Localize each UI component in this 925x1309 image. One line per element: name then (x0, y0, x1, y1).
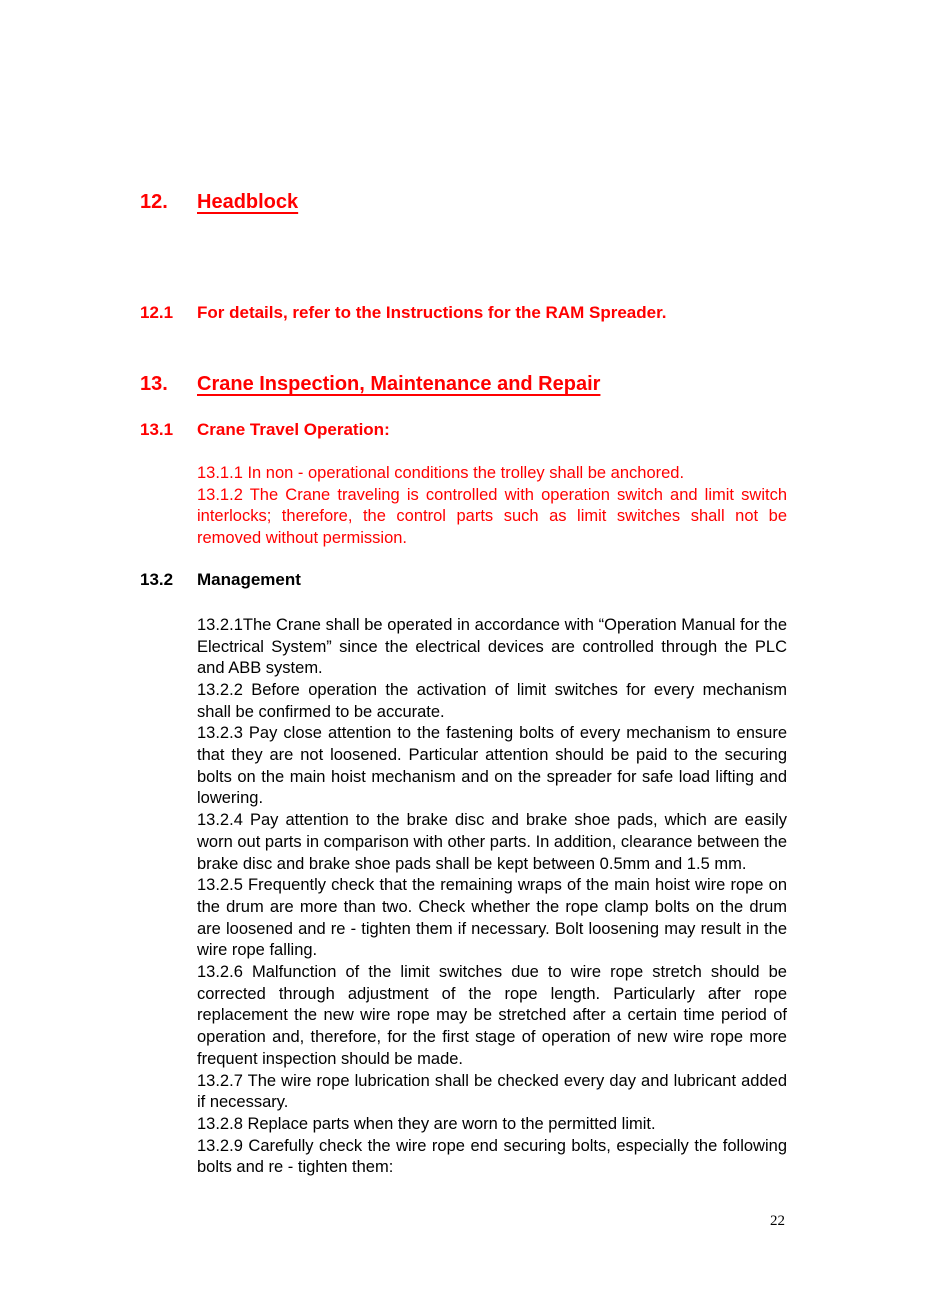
section-12-heading (140, 192, 787, 213)
subsection-13-1-heading (140, 421, 787, 439)
subsection-13-2-title: Management (197, 569, 301, 589)
subsection-12-1-number: 12.1 (140, 303, 174, 322)
subsection-13-2-paragraphs (197, 615, 787, 1179)
paragraph-13-2-7: 13.2.7 The wire rope lubrication shall be checked every day and lubricant added if necessary. (197, 1071, 787, 1112)
paragraph-13-2-9: 13.2.9 Carefully check the wire rope end securing bolts, especially the following bolts and re - tighten them: (197, 1136, 787, 1177)
page-number: 22 (770, 1213, 785, 1229)
subsection-13-2-heading (140, 571, 787, 589)
paragraph-13-2-8: 13.2.8 Replace parts when they are worn to the permitted limit. (197, 1114, 656, 1133)
section-13-number: 13. (140, 373, 168, 395)
section-13-title: Crane Inspection, Maintenance and Repair (197, 373, 601, 395)
subsection-13-1-paragraphs (197, 463, 787, 550)
subsection-13-1-number: 13.1 (140, 420, 174, 439)
paragraph-13-2-4: 13.2.4 Pay attention to the brake disc and brake shoe pads, which are easily worn out parts in comparison with other parts. In addition, clearance between the brake disc and brake shoe pads shall be kept between 0.5mm and 1.5 mm. (197, 811, 787, 873)
section-12-title: Headblock (197, 191, 299, 213)
subsection-12-1-title: For details, refer to the Instructions for the RAM Spreader. (197, 303, 667, 322)
subsection-12-1-heading (140, 304, 787, 322)
section-12-number: 12. (140, 191, 168, 213)
paragraph-13-1-1: 13.1.1 In non - operational conditions the trolley shall be anchored. (197, 464, 685, 482)
section-13-heading (140, 374, 787, 395)
subsection-13-2-number: 13.2 (140, 569, 174, 589)
paragraph-13-2-5: 13.2.5 Frequently check that the remaining wraps of the main hoist wire rope on the drum are more than two. Check whether the rope clamp bolts on the drum are loosened and re - tighten them if necessary. Bolt loosening may result in the wire rope falling. (197, 876, 787, 960)
paragraph-13-2-1: 13.2.1The Crane shall be operated in accordance with “Operation Manual for the Electrical System” since the electrical devices are controlled through the PLC and ABB system. (197, 615, 787, 678)
paragraph-13-1-2: 13.1.2 The Crane traveling is controlled with operation switch and limit switch interlocks; therefore, the control parts such as limit switches shall not be removed without permission. (197, 485, 787, 548)
subsection-13-1-title: Crane Travel Operation: (197, 420, 390, 439)
paragraph-13-2-2: 13.2.2 Before operation the activation of limit switches for every mechanism shall be confirmed to be accurate. (197, 680, 787, 721)
paragraph-13-2-3: 13.2.3 Pay close attention to the fastening bolts of every mechanism to ensure that they are not loosened. Particular attention should be paid to the securing bolts on the main hoist mechanism and on the spreader for safe load lifting and lowering. (197, 724, 787, 808)
paragraph-13-2-6: 13.2.6 Malfunction of the limit switches due to wire rope stretch should be corrected through adjustment of the rope length. Particularly after rope replacement the new wire rope may be stretched after a certain time period of operation and, therefore, for the first stage of operation of new wire rope more frequent inspection should be made. (197, 963, 787, 1068)
